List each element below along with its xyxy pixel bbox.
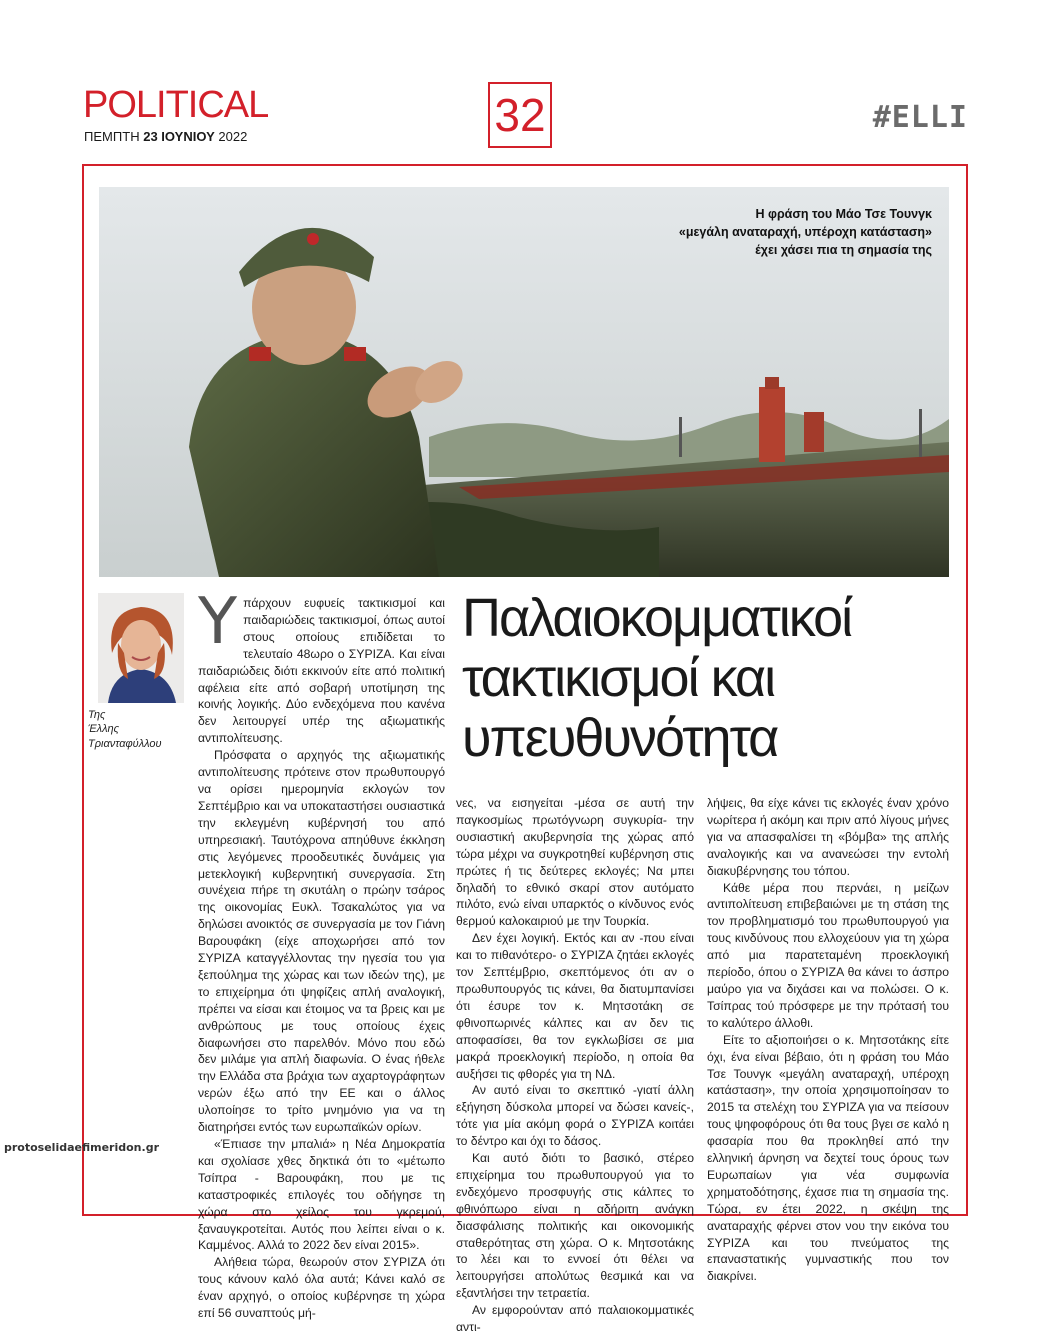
caption-line: Η φράση του Μάο Τσε Τουνγκ	[755, 207, 932, 221]
author-credit-line: Τριανταφύλλου	[88, 737, 162, 750]
headline-line: υπευθυνότητα	[462, 708, 778, 768]
article-headline	[462, 588, 851, 768]
author-credit-line: Της	[88, 709, 106, 721]
paragraph: Κάθε μέρα που περνάει, η μείζων αντιπολίτευση επιβεβαιώνει με τη στάση της τον προβληματισμό του πρωθυπουργού για τους κινδύνους που ελλοχεύουν για τη χώρα από μια παρατεταμένη προεκλογική περίοδο, όπου ο ΣΥΡΙΖΑ θα κάνει το άσπρο μαύρο για να διχάσει και να πολώσει. Ο κ. Τσίπρας τού πρόσφερε με την πρότασή του το καλύτερο άλλοθι.	[707, 880, 949, 1030]
author-photo	[98, 593, 184, 703]
paragraph: Είτε το αξιοποιήσει ο κ. Μητσοτάκης είτε όχι, ένα είναι βέβαιο, ότι η φράση του Μάο Τσε Τουνγκ «μεγάλη αναταραχή, υπέροχη κατάσταση», την οποία χρησιμοποίησαν το 2015 τα στελέχη του ΣΥΡΙΖΑ για να πείσουν τους ψηφοφόρους ότι θα τους βγει σε καλό η φασαρία που θα προκληθεί από την ελληνική άρνηση να δεχτεί τους όρους των Ευρωπαίων για νέα συμφωνία χρηματοδότησης, έχασε πια τη σημασία της. Τώρα, εν έτει 2022, η σκέψη της αναταραχής φέρνει στον νου την εικόνα του ΣΥΡΙΖΑ και του πνεύματος της επαναστατικής γυμναστικής που τον διακρίνει.	[707, 1032, 949, 1284]
issue-year: 2022	[218, 129, 248, 144]
article-column-3	[707, 795, 949, 1285]
issue-weekday: ΠΕΜΠΤΗ	[84, 129, 140, 144]
issue-day-month: 23 ΙΟΥΝΙΟΥ	[143, 129, 215, 144]
paragraph: νες, να εισηγείται -μέσα σε αυτή την παγκοσμίως πρωτόγνωρη συγκυρία- την ουσιαστική ακυβερνησία της χώρας από τώρα μέχρι να συγκροτηθεί κυβέρνηση στις πρώτες ή τις δεύτερες εκλογές; Να μπει δηλαδή το εθνικό σκαρί στον αυτόματο πιλότο, ενώ είναι υπαρκτός ο κίνδυνος ενός θερμού καλοκαιριού με την Τουρκία.	[456, 796, 694, 929]
photo-caption	[632, 205, 932, 259]
headline-line: τακτικισμοί και	[462, 648, 775, 708]
article-column-1	[198, 585, 445, 1322]
paragraph: Δεν έχει λογική. Εκτός και αν -που είναι και το πιθανότερο- ο ΣΥΡΙΖΑ ζητάει εκλογές τον Σεπτέμβριο, σκεπτόμενος ότι αν ο πρωθυπουργός τις κάνει, θα διατυμπανίσει ότι έσυρε τον κ. Μητσοτάκη σε φθινοπωρινές κάλπες και αν δεν τις αποφασίσει, θα τον εγκλωβίσει σε μια μακρά προεκλογική περίοδο, η οποία θα αυξήσει τις φθορές για τη ΝΔ.	[456, 931, 694, 1081]
drop-cap: Υ	[198, 585, 238, 659]
author-credit-line: Έλλης	[88, 723, 119, 736]
issue-date	[84, 129, 247, 144]
paragraph: Αν αυτό είναι το σκεπτικό -γιατί άλλη εξήγηση δύσκολα μπορεί να δώσει κανείς-, τότε για μία ακόμη φορά ο ΣΥΡΙΖΑ κοιτάει το δέντρο και όχι το δάσος.	[456, 1083, 694, 1149]
author-credit	[88, 708, 162, 751]
caption-line: «μεγάλη αναταραχή, υπέροχη κατάσταση»	[678, 225, 932, 240]
paragraph: Και αυτό διότι το βασικό, στέρεο επιχείρημα του πρωθυπουργού για το ενδεχόμενο προσφυγής στις κάλπες το φθινόπωρο είναι η αδήριτη ανάγκη διασφάλισης πολιτικής και οικονομικής σταθερότητας στη χώρα. Ο κ. Μητσοτάκης το λέει και το εννοεί ότι θέλει να λειτουργήσει απολύτως θεσμικά και να εξαντλήσει την τετραετία.	[456, 1151, 694, 1301]
article-column-2	[456, 795, 694, 1336]
paragraph: «Έπιασε την μπαλιά» η Νέα Δημοκρατία και σχολίασε χθες δηκτικά ότι το «μέτωπο Τσίπρα - Βαρουφάκη, που με τις καταστροφικές επιλογές του οδήγησε τη χώρα στο χείλος του γκρεμού, ξαναυγκροτείται. Αυτός που λείπει είναι ο κ. Καμμένος. Αλλά το 2022 δεν είναι 2015».	[198, 1137, 445, 1253]
paragraph: Αν εμφορούνταν από παλαιοκομματικές αντι-	[456, 1303, 694, 1335]
paragraph: λήψεις, θα είχε κάνει τις εκλογές έναν χρόνο νωρίτερα ή ακόμη και πριν από λίγους μήνες για να απασφαλίσει τη «βόμβα» της απλής αναλογικής και να ανανεώσει την εντολή διακυβέρνησης του τόπου.	[707, 796, 949, 878]
section-name: POLITICAL	[83, 84, 269, 126]
paragraph: πάρχουν ευφυείς τακτικισμοί και παιδαριώδεις τακτικισμοί, όπως αυτοί στους οποίους επιδίδεται το τελευταίο 48ωρο ο ΣΥΡΙΖΑ. Και είναι παιδαριώδεις διότι εκκινούν είτε από πολιτική αφέλεια είτε από σοβαρή υποτίμηση της κοινής λογικής. Δύο ενδεχόμενα που κανένα δεν λειτουργεί υπέρ της αξιωματικής αντιπολίτευσης.	[198, 596, 445, 746]
caption-line: έχει χάσει πια τη σημασία της	[755, 243, 932, 258]
page-number: 32	[488, 82, 552, 148]
source-watermark: protoselidaefimeridon.gr	[4, 1141, 159, 1154]
paragraph: Αλήθεια τώρα, θεωρούν στον ΣΥΡΙΖΑ ότι τους κάνουν καλό όλα αυτά; Κάνει καλό σε έναν αρχηγό, ο οποίος κυβέρνησε τη χώρα επί 56 συναπτούς μή-	[198, 1255, 445, 1321]
headline-line: Παλαιοκομματικοί	[462, 588, 852, 648]
paragraph: Πρόσφατα ο αρχηγός της αξιωματικής αντιπολίτευσης πρότεινε στον πρωθυπουργό να ορίσει ημερομηνία εκλογών τον Σεπτέμβριο και να υποκαταστήσει ουσιαστικά την εκλεγμένη κυβέρνησή του από υπηρεσιακή. Ταυτόχρονα απηύθυνε έκκληση στις λεγόμενες προοδευτικές δυνάμεις για μετεκλογική κυβερνητική συνεργασία. Στη συνέχεια πήρε τη σκυτάλη ο πρώην τσάρος της οικονομίας Ευκλ. Τσακαλώτος για να δηλώσει ανοικτός σε συνεργασία με τον Γιάνη Βαρουφάκη (είχε αποχωρήσει από τον ΣΥΡΙΖΑ καταγγέλλοντας την ηγεσία του για ξεπούλημα της χώρας και των ιδεών της), με το επιχείρημα ότι ψηφίζεις απλή αναλογική, πρέπει να είσαι και έτοιμος να τα βρεις και με ανθρώπους με τους οποίους έχεις διαφωνήσει στο παρελθόν. Μόνο που εδώ δεν μιλάμε για απλή διαφωνία. Ο ένας ήθελε την Ελλάδα στα βράχια των αχαρτογράφητων νερών έξω από την ΕΕ και ο άλλος υλοποίησε το τρίτο μνημόνιο για να τη διατηρήσει εντός των ευρωπαϊκών ορίων.	[198, 748, 445, 1135]
column-tag: #ELLI	[872, 100, 968, 135]
